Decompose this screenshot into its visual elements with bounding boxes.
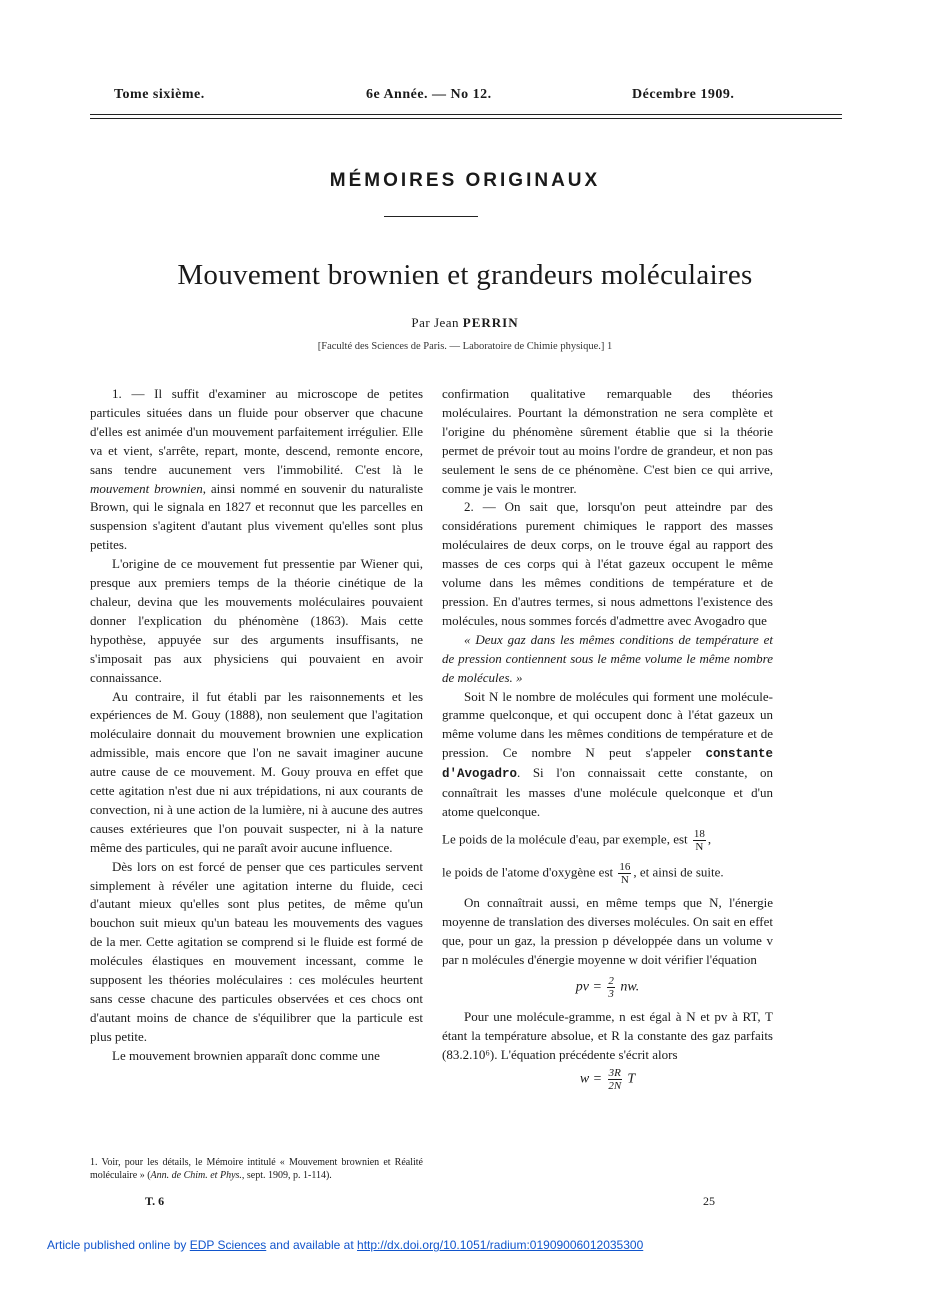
- publisher-line: [47, 1238, 643, 1252]
- avogadro-constant-term: constante d'Avogadro: [442, 747, 774, 782]
- publisher-link[interactable]: EDP Sciences: [189, 1238, 267, 1252]
- header-rule-top: [90, 114, 842, 115]
- date-label: Décembre 1909.: [632, 87, 735, 102]
- paragraph: confirmation qualitative remarquable des théories moléculaires. Pourtant la démonstration ne sera complète et l'origine du phénomène sûrement établie que si la théorie permet de prévoir tout au moins l'ordre de grandeur, et non pas seulement le sens de ce phénomène. C'est bien ce qui arrive, comme je vais le montrer.: [442, 386, 773, 496]
- quotation: [442, 631, 773, 688]
- paragraph: Le mouvement brownien apparaît donc comme une: [112, 1047, 380, 1063]
- fraction-numerator: 2: [608, 975, 614, 988]
- footnote-journal: Ann. de Chim. et Phys.: [150, 1170, 242, 1181]
- paragraph-text: 1. — Il suffit d'examiner au microscope de petites particules situées dans un fluide pour observer que chacune d'elles est animée d'un mouvement parfaitement irrégulier. Elle va et vient, s'arrête, repart, monte, descend, remonte encore, sans tendre aucunement vers l'immobilité. C'est là le: [90, 386, 423, 477]
- equation-lhs: pv =: [575, 980, 602, 996]
- equation-rhs: nw.: [620, 980, 640, 996]
- paragraph-text: . Si l'on connaissait cette constante, on connaîtrait les masses d'une molécule quelconque et d'un atome quelconque.: [442, 765, 773, 819]
- equation-lhs: w =: [579, 1071, 603, 1087]
- paragraph: Le poids de la molécule d'eau, par exemple, est $\frac{18}{N}$ ,: [442, 827, 712, 853]
- byline-prefix: Par Jean: [411, 315, 460, 330]
- fraction-numerator: 3R: [608, 1067, 621, 1080]
- paragraph-text: , ainsi nommé en souvenir du naturaliste Brown, qui le signala en 1827 et reconnut que les parcelles en suspension s'agitent d'autant plus vivement qu'elles sont plus petites.: [90, 480, 424, 553]
- quotation-text: « Deux gaz dans les mêmes conditions de température et de pression contiennent sous le même volume le même nombre de molécules. »: [442, 631, 773, 685]
- fraction-denominator: 3: [608, 988, 614, 1001]
- section-divider: [384, 216, 478, 217]
- paragraph-text: Le poids de la molécule d'eau, par exemple, est: [442, 831, 688, 847]
- article-title: Mouvement brownien et grandeurs moléculaires: [177, 259, 753, 291]
- byline: [0, 315, 930, 331]
- right-column: [442, 385, 773, 1092]
- paragraph: L'origine de ce mouvement fut pressentie par Wiener qui, presque aux premiers temps de la théorie cinétique de la chaleur, devina que les mouvements moléculaires pouvaient donner l'explication du phénomène (1863). Mais cette hypothèse, appuyée sur des arguments insuffisants, ne s'imposait pas aux physiciens qui pouvaient en avoir connaissance.: [90, 556, 423, 685]
- equation-energy: [442, 1067, 773, 1092]
- paragraph: [442, 861, 773, 886]
- fraction-denominator: N: [620, 873, 629, 886]
- publisher-middle: and available at: [269, 1238, 354, 1252]
- fraction-numerator: 18: [693, 827, 705, 840]
- publisher-prefix: Article published online by: [47, 1238, 187, 1252]
- footnote-text: , sept. 1909, p. 1-114).: [241, 1170, 332, 1181]
- header-rule-bottom: [90, 118, 842, 119]
- fraction: [607, 975, 615, 1000]
- issue-label: 6e Année. — No 12.: [366, 87, 492, 102]
- paragraph-text: Soit N le nombre de molécules qui forment une molécule-gramme quelconque, et qui occupent donc à l'état gazeux un même volume dans les mêmes conditions de température et de pression. Ce nombre N peut s'appeler: [442, 688, 773, 761]
- paragraph: 2. — On sait que, lorsqu'on peut atteindre par des considérations purement chimiques le rapport des masses moléculaires de deux corps, on le trouve égal au rapport des masses de ces corps qui à l'état gazeux occupent le même volume dans les mêmes conditions de température et de pression. En d'autres termes, si nous admettons l'existence des molécules, nous sommes forcés d'admettre avec Avogadro que: [442, 499, 773, 628]
- paragraph: On connaîtrait aussi, en même temps que N, l'énergie moyenne de translation des diverses molécules. On sait en effet que, pour un gaz, la pression p développée dans un volume v par n molécules d'énergie moyenne w doit vérifier l'équation: [442, 894, 773, 967]
- page-number: 25: [703, 1194, 715, 1208]
- paragraph: [442, 688, 773, 822]
- paragraph-text: , et ainsi de suite.: [633, 864, 724, 880]
- footnote-text: 1. Voir, pour les détails, le Mémoire intitulé « Mouvement brownien et Réalité moléculaire » (: [90, 1157, 423, 1181]
- italic-term: mouvement brownien: [90, 480, 203, 496]
- fraction: [608, 1067, 622, 1092]
- equation-pressure: [442, 975, 773, 1000]
- paragraph: Pour une molécule-gramme, n est égal à N et pv à RT, T étant la température absolue, et R la constante des gaz parfaits (83.2.10⁶). L'équation précédente s'écrit alors: [442, 1009, 773, 1063]
- paragraph: Au contraire, il fut établi par les raisonnements et les expériences de M. Gouy (1888), non seulement que l'agitation moléculaire donnait du mouvement brownien une explication admissible, mais encore que l'on ne savait imaginer aucune autre cause de ce mouvement. M. Gouy prouva en effet que cette agitation n'est due ni aux trépidations, ni aux courants de convection, ni à une action de la lumière, ni à aucune des autres causes extérieures que l'on pouvait suspecter, ni à la nature même des particules, qui ne paraît avoir aucune influence.: [90, 688, 423, 855]
- fraction-denominator: 2N: [608, 1080, 622, 1093]
- fraction: [618, 861, 631, 886]
- footnote: [90, 1156, 423, 1182]
- paragraph-text: le poids de l'atome d'oxygène est: [442, 864, 614, 880]
- paragraph: [90, 385, 423, 555]
- volume-label: Tome sixième.: [114, 87, 205, 102]
- fraction: [693, 828, 706, 853]
- left-column: [90, 385, 423, 1066]
- fraction-denominator: N: [695, 840, 704, 853]
- equation-rhs: T: [627, 1071, 636, 1087]
- section-title: MÉMOIRES ORIGINAUX: [329, 170, 601, 191]
- page-footer-tome: T. 6: [145, 1194, 165, 1208]
- author-name: PERRIN: [462, 315, 519, 330]
- paragraph: Dès lors on est forcé de penser que ces particules servent simplement à révéler une agitation interne du fluide, ceci d'autant mieux qu'elles sont plus petites, de même qu'un bouchon suit mieux qu'un bateau les mouvements des vagues de la mer. Cette agitation se comprend si le fluide est formé de molécules élastiques en mouvement incessant, comme le supposent les théories moléculaires : ces molécules heurtent sans cesse chacune des particules observées et ces chocs ont d'autant moins de chance de s'équilibrer que la particule est plus petite.: [90, 858, 423, 1044]
- affiliation: [Faculté des Sciences de Paris. — Laboratoire de Chimie physique.] 1: [317, 341, 613, 352]
- doi-link[interactable]: http://dx.doi.org/10.1051/radium:01909006012035300: [357, 1238, 644, 1252]
- fraction-numerator: 16: [619, 860, 631, 873]
